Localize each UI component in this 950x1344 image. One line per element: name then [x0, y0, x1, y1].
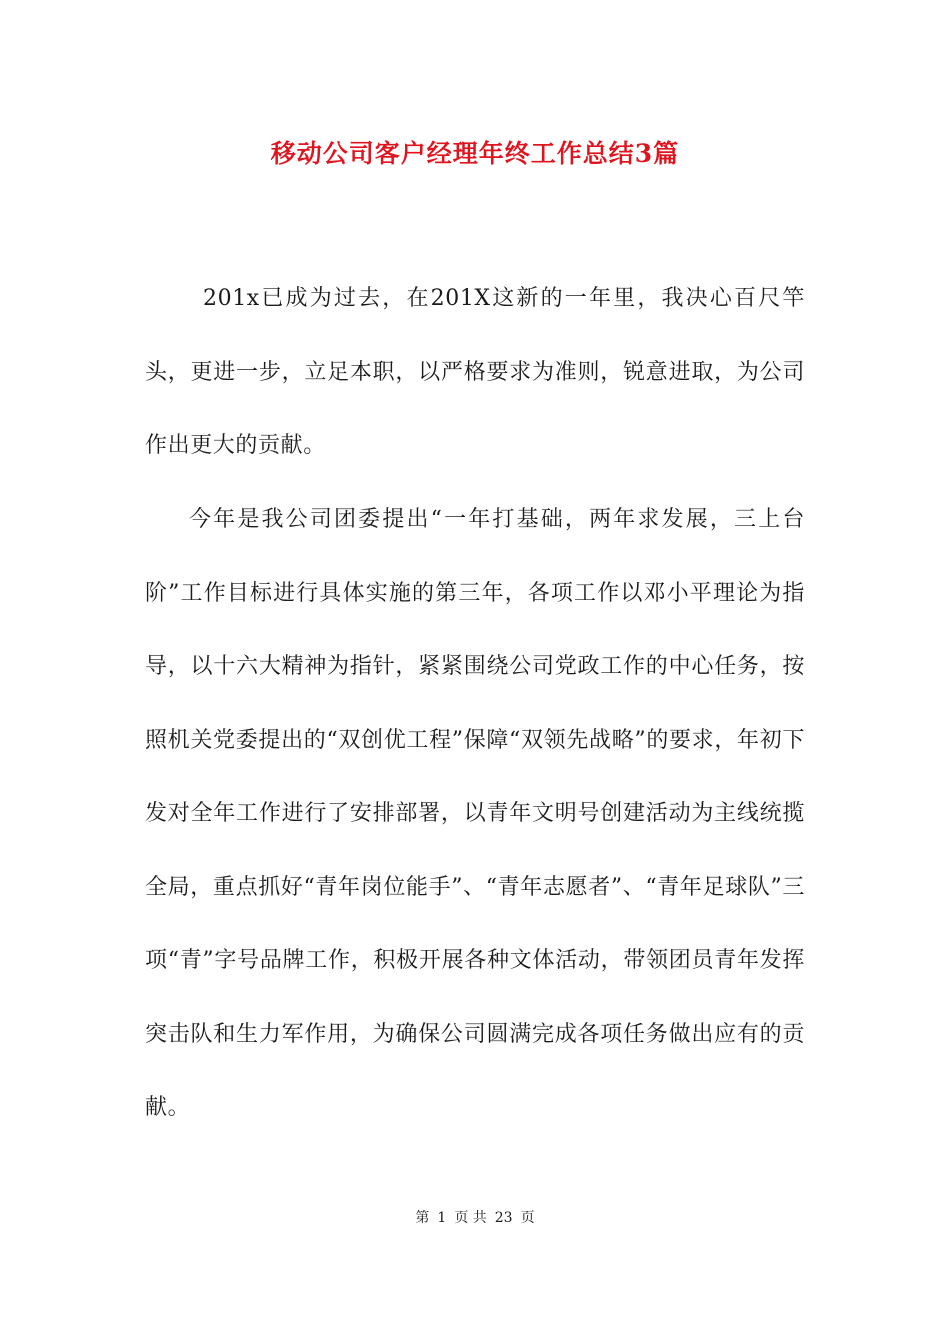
footer-total-pages: 23	[494, 1210, 513, 1226]
footer-current-page: 1	[437, 1210, 447, 1226]
page-footer	[0, 1208, 950, 1228]
paragraph-main: 今年是我公司团委提出“一年打基础，两年求发展，三上台阶”工作目标进行具体实施的第三年，各项工作以邓小平理论为指导，以十六大精神为指针，紧紧围绕公司党政工作的中心任务，按照机关党委提出的“双创优工程”保障“双领先战略”的要求，年初下发对全年工作进行了安排部署，以青年文明号创建活动为主线统揽全局，重点抓好“青年岗位能手”、“青年志愿者”、“青年足球队”三项“青”字号品牌工作，积极开展各种文体活动，带领团员青年发挥突击队和生力军作用，为确保公司圆满完成各项任务做出应有的贡献。	[145, 507, 805, 1120]
footer-prefix: 第	[415, 1210, 430, 1226]
paragraph-intro: 201x已成为过去，在201X这新的一年里，我决心百尺竿头，更进一步，立足本职，以严格要求为准则，锐意进取，为公司作出更大的贡献。	[145, 286, 805, 458]
footer-suffix: 页	[520, 1210, 535, 1226]
document-title: 移动公司客户经理年终工作总结3篇	[270, 139, 680, 168]
footer-mid: 页 共	[454, 1210, 487, 1226]
